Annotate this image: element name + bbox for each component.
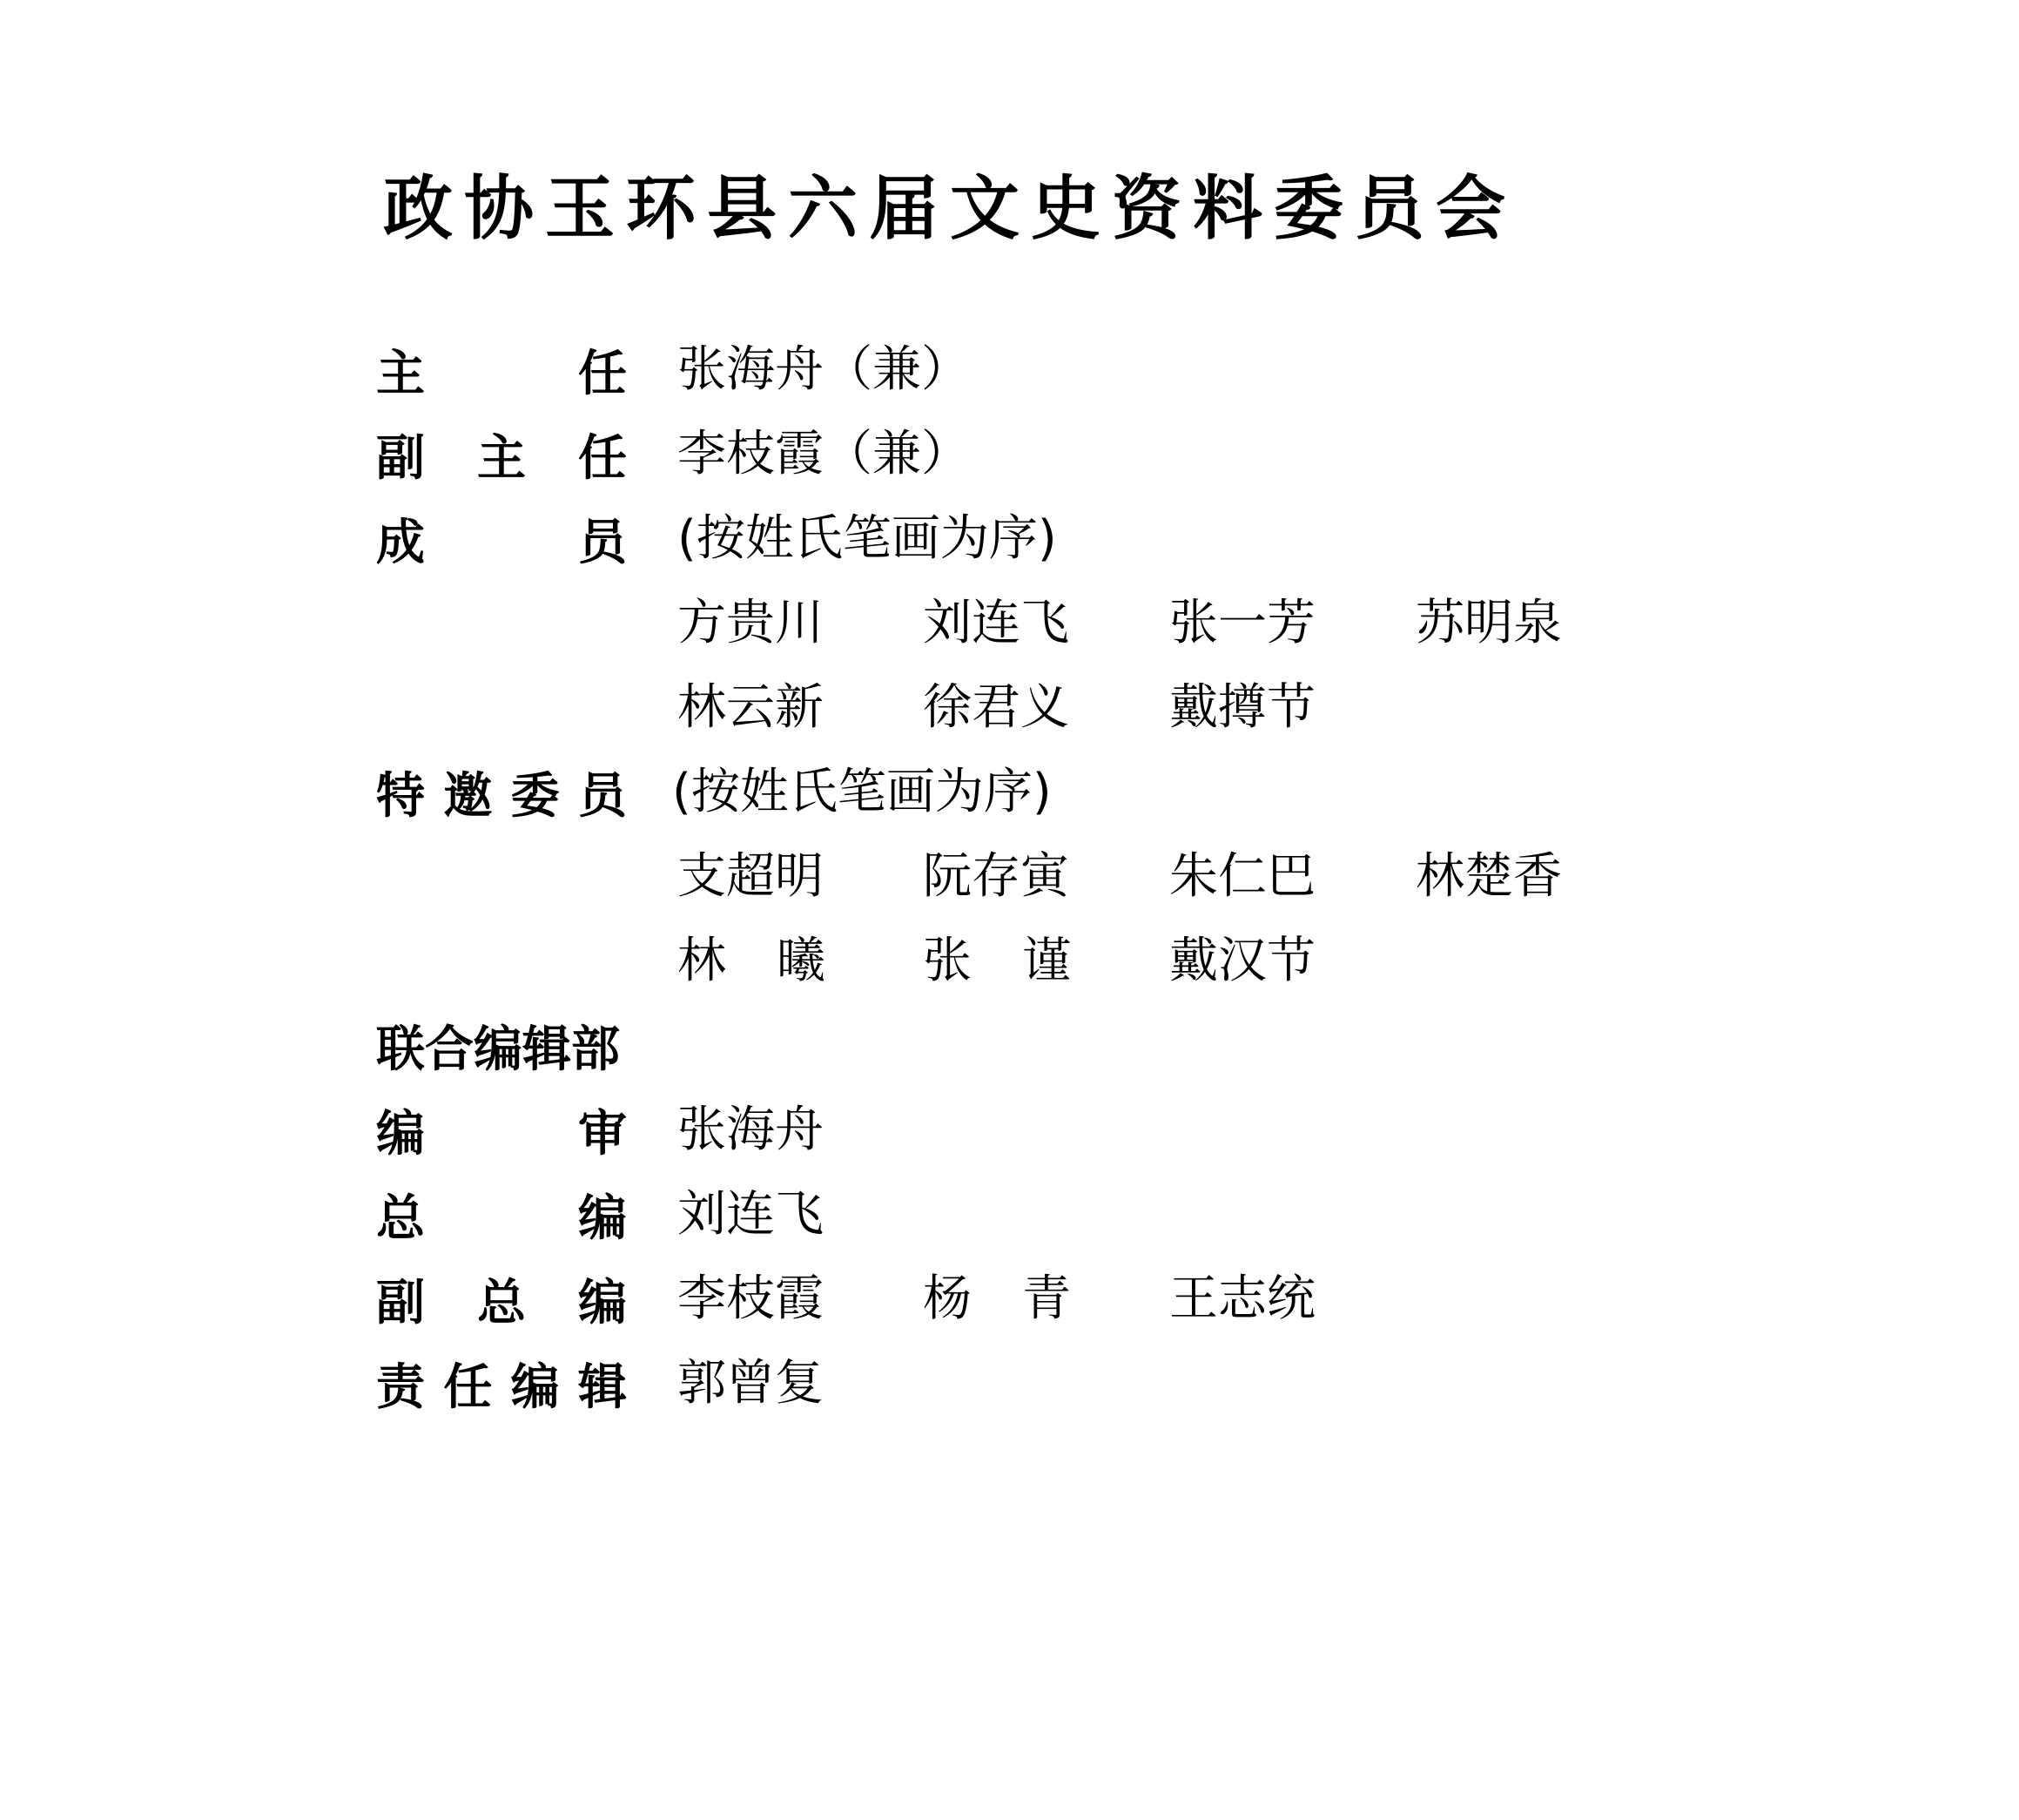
special-member-name: 戴汉节 xyxy=(1169,933,1316,989)
special-member-name: 支超明 xyxy=(677,848,824,905)
member-name: 戴撙节 xyxy=(1169,679,1316,736)
deputy-director-name: 李枝霞（兼） xyxy=(677,426,970,482)
member-name: 方贵川 xyxy=(677,595,824,651)
chief-editor-row xyxy=(0,1180,2019,1250)
deputy-chief-editor-name: 李枝霞 xyxy=(677,1271,824,1327)
member-name: 徐君义 xyxy=(923,679,1069,736)
member-name: 林云新 xyxy=(677,679,824,736)
special-member-name: 阮存寅 xyxy=(923,848,1069,905)
members-row xyxy=(0,504,2019,574)
special-members-label xyxy=(376,758,627,827)
label-char: 编 xyxy=(510,1359,560,1416)
member-name: 张一芳 xyxy=(1169,595,1316,651)
member-name: 苏明泉 xyxy=(1416,595,1562,651)
members-order-note: (按姓氏笔画为序) xyxy=(677,510,1057,567)
reviewer-row xyxy=(0,1095,2019,1165)
special-member-name: 张 谨 xyxy=(923,933,1071,989)
deputy-chief-editor-name: 杨 青 xyxy=(923,1271,1071,1327)
deputy-chief-editor-name: 王志统 xyxy=(1169,1271,1316,1327)
special-members-order-note: (按姓氏笔画为序) xyxy=(672,764,1052,820)
deputy-chief-editors-label xyxy=(376,1264,627,1334)
label-char: 副 xyxy=(376,430,425,487)
member-name: 刘连飞 xyxy=(923,595,1069,651)
special-members-row xyxy=(0,758,2019,827)
label-char: 特 xyxy=(376,768,425,825)
label-char: 责 xyxy=(376,1359,425,1416)
director-name: 张海舟（兼） xyxy=(677,341,970,398)
special-members-names-row xyxy=(0,842,2019,912)
label-char: 委 xyxy=(510,768,560,825)
responsible-editor-row xyxy=(0,1349,2019,1419)
chief-editor-name: 刘连飞 xyxy=(677,1186,824,1243)
label-char: 员 xyxy=(578,515,627,571)
special-member-name: 林楚香 xyxy=(1416,848,1562,905)
members-names xyxy=(0,673,2019,743)
label-char: 任 xyxy=(578,430,627,487)
editorial-heading-row xyxy=(0,1011,2019,1081)
members-label xyxy=(376,504,627,574)
responsible-editor-name: 郭曾复 xyxy=(677,1355,824,1412)
label-char: 员 xyxy=(577,768,627,825)
members-names-row xyxy=(0,673,2019,743)
label-char: 审 xyxy=(578,1106,627,1163)
label-char: 总 xyxy=(376,1190,425,1247)
label-char: 编 xyxy=(376,1106,425,1163)
editorial-heading: 联合编辑部 xyxy=(376,1021,620,1078)
special-member-name: 朱仁巴 xyxy=(1169,848,1316,905)
reviewer-name: 张海舟 xyxy=(677,1102,824,1158)
reviewer-label xyxy=(376,1095,627,1165)
deputy-director-row xyxy=(0,420,2019,489)
responsible-editor-label xyxy=(376,1349,627,1419)
label-char: 副 xyxy=(376,1275,425,1331)
label-char: 成 xyxy=(376,515,425,571)
members-names xyxy=(0,589,2019,658)
label-char: 主 xyxy=(477,430,526,487)
deputy-chief-editors-row xyxy=(0,1264,2019,1334)
label-char: 主 xyxy=(376,346,425,402)
chief-editor-label xyxy=(376,1180,627,1250)
label-char: 任 xyxy=(443,1359,493,1416)
label-char: 辑 xyxy=(577,1359,627,1416)
page-title: 政协玉环县六届文史资料委员会 xyxy=(383,168,1517,249)
label-char: 任 xyxy=(578,346,627,402)
special-members-names xyxy=(0,927,2019,996)
label-char: 总 xyxy=(477,1275,526,1331)
director-row xyxy=(0,335,2019,405)
deputy-director-label xyxy=(376,420,627,489)
special-member-name: 林 曦 xyxy=(677,933,825,989)
special-members-names xyxy=(0,842,2019,912)
label-char: 编 xyxy=(578,1275,627,1331)
director-label xyxy=(376,335,627,405)
special-members-names-row xyxy=(0,927,2019,996)
label-char: 邀 xyxy=(443,768,493,825)
members-names-row xyxy=(0,589,2019,658)
label-char: 编 xyxy=(578,1190,627,1247)
